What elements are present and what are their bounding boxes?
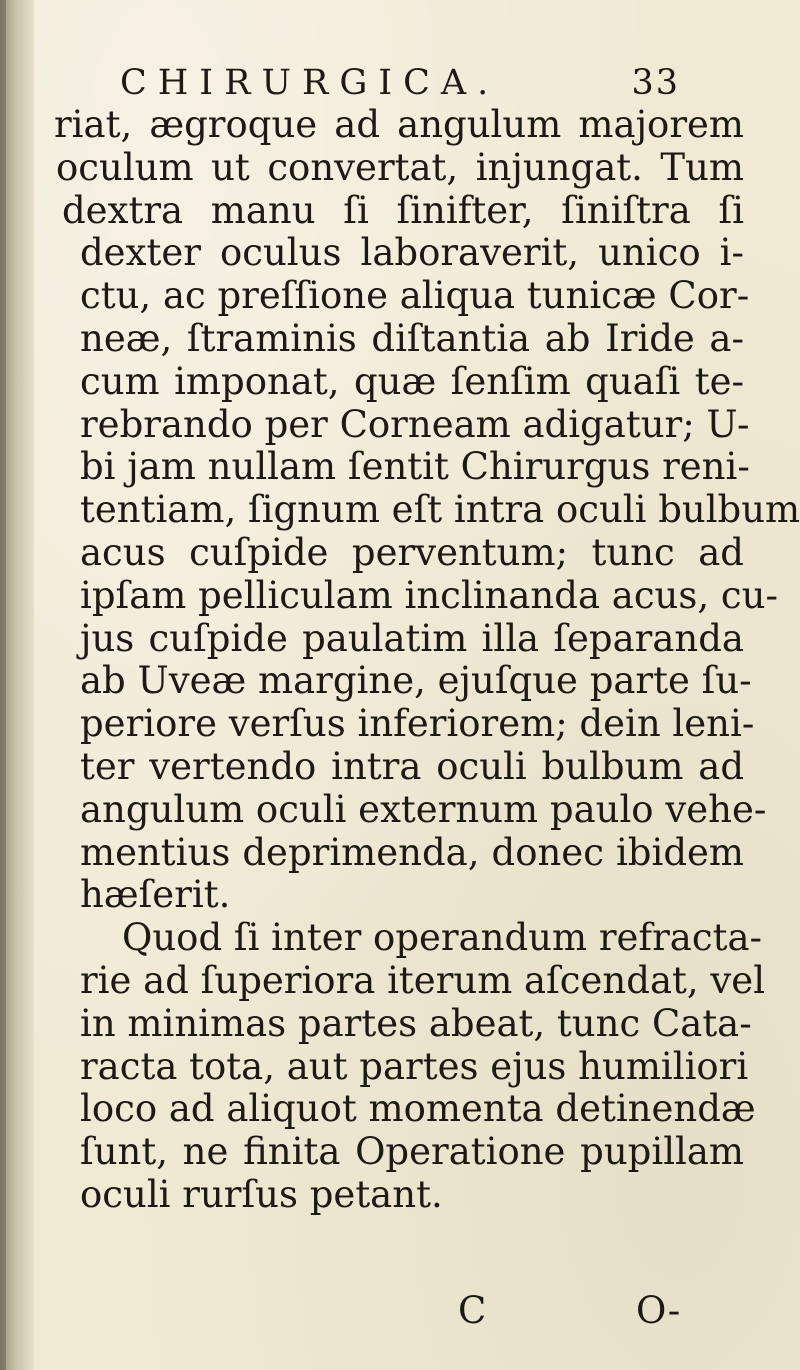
catchword: O- [636,1289,681,1332]
text-line: ctu, ac preſſione aliqua tunicæ Cor- [80,274,750,318]
text-line: bi jam nullam ſentit Chirurgus reni- [80,445,750,489]
text-line: oculi rurſus petant. [80,1172,443,1216]
text-line: rie ad ſuperiora iterum aſcendat, vel [80,958,766,1002]
text-line: ab Uveæ margine, ejuſque parte ſu- [80,659,752,703]
body-text [44,103,800,1217]
page-gutter-shadow [0,0,34,1370]
text-line: loco ad aliquot momenta detinendæ [80,1087,756,1131]
text-line: hæſerit. [80,873,231,917]
text-line: angulum oculi externum paulo vehe- [80,787,767,831]
text-line: oculum ut convertat, injungat. Tum [56,145,744,189]
text-line: tentiam, ſignum eſt intra oculi bulbum [80,488,800,532]
page-number: 33 [631,63,680,103]
text-line: racta tota, aut partes ejus humiliori [80,1044,749,1088]
text-line: in minimas partes abeat, tunc Cata- [80,1001,752,1045]
page-footer [0,1286,800,1336]
text-line: rebrando per Corneam adigatur; U- [80,402,750,446]
text-line: acus cuſpide perventum; tunc ad [80,530,744,574]
signature-mark: C [458,1289,487,1332]
running-header [120,58,680,108]
text-line: dextra manu ſi ſinifter, ſiniſtra ſi [62,188,744,232]
text-line: ſunt, ne finita Operatione pupillam [80,1130,744,1174]
text-line: periore verſus inferiorem; dein leni- [80,702,755,746]
text-line: jus cuſpide paulatim illa ſeparanda [80,616,744,660]
text-line: neæ, ſtraminis diſtantia ab Iride a- [80,316,744,360]
text-line: dexter oculus laboraverit, unico i- [80,231,744,275]
text-line: mentius deprimenda, donec ibidem [80,830,744,874]
text-line: ipſam pelliculam inclinanda acus, cu- [80,573,778,617]
text-line: cum imponat, quæ ſenſim quaſi te- [80,359,744,403]
text-line: riat, ægroque ad angulum majorem [54,103,744,146]
running-title: CHIRURGICA. [120,63,500,103]
paragraph-start-line: Quod ſi inter operandum refracta- [122,916,763,960]
text-line: ter vertendo intra oculi bulbum ad [80,744,744,788]
